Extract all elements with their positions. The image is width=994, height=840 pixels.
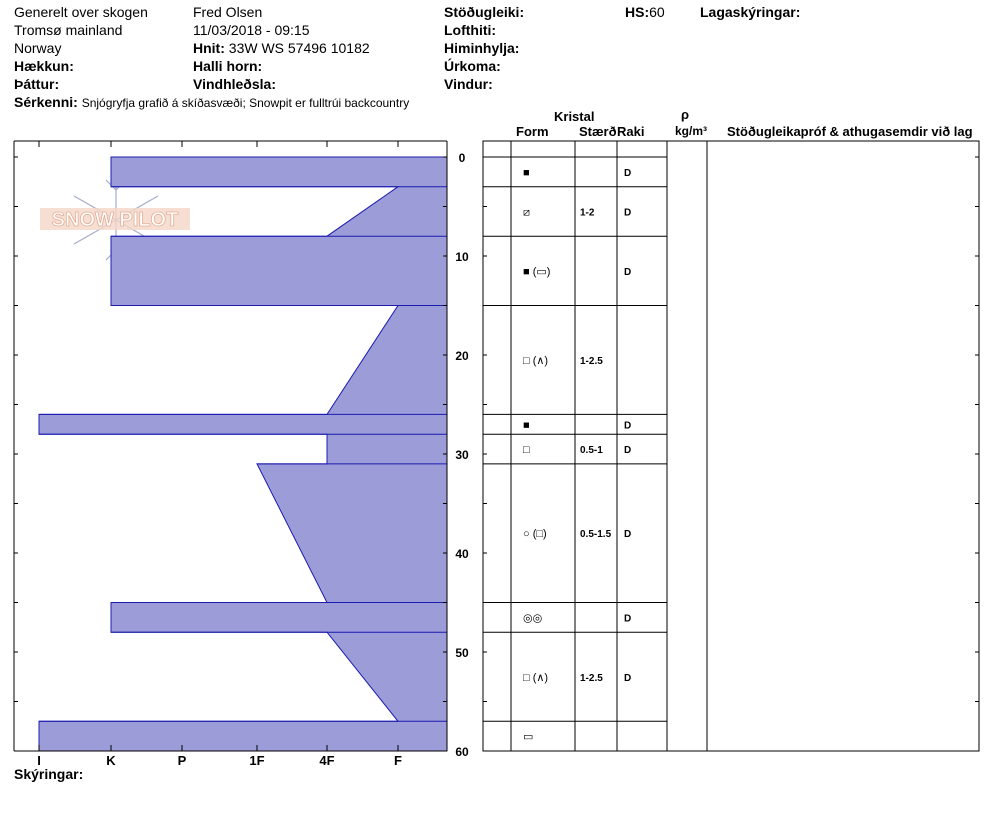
- density-symbol: ρ: [681, 107, 690, 122]
- layer-form-2: ■ (▭): [523, 265, 551, 278]
- hs-value: 60: [649, 4, 665, 20]
- hardness-profile-area: [39, 157, 447, 751]
- hardness-label-K: K: [106, 753, 116, 768]
- layer-moisture-4: D: [624, 420, 632, 432]
- wind-loading-label: Vindhleðsla:: [193, 76, 276, 92]
- layer-form-0: ■: [523, 166, 530, 179]
- layer-moisture-5: D: [624, 445, 632, 457]
- region: Tromsø mainland: [14, 22, 123, 38]
- layer-form-4: ■: [523, 419, 530, 432]
- density-unit: kg/m³: [675, 124, 708, 138]
- layer-form-7: ◎◎: [523, 612, 543, 625]
- depth-label-30: 30: [455, 448, 469, 462]
- slope-label: Halli horn:: [193, 58, 263, 74]
- coords-value: 33W WS 57496 10182: [228, 40, 370, 56]
- layer-form-8: □ (∧): [523, 671, 549, 684]
- depth-label-20: 20: [455, 349, 469, 363]
- sky-label: Himinhylja:: [444, 40, 520, 56]
- layers-label: Þáttur:: [14, 76, 60, 92]
- features-label: Sérkenni:: [14, 94, 78, 110]
- wind-label: Vindur:: [444, 76, 493, 92]
- country: Norway: [14, 40, 62, 56]
- layer-moisture-1: D: [624, 207, 632, 219]
- form-header: Form: [516, 124, 549, 139]
- depth-label-40: 40: [455, 547, 469, 561]
- layer-size-1: 1-2: [580, 207, 595, 219]
- layer-moisture-7: D: [624, 613, 632, 625]
- depth-label-10: 10: [455, 250, 469, 264]
- crystal-header: Kristal: [554, 109, 595, 124]
- features-value: Snjógryfja grafið á skíðasvæði; Snowpit er fulltrúi backcountry: [81, 96, 410, 110]
- moisture-header: Raki: [617, 124, 645, 139]
- depth-label-60: 60: [455, 745, 469, 759]
- layer-size-8: 1-2.5: [580, 672, 603, 684]
- depth-label-0: 0: [458, 151, 466, 165]
- hs-label: HS:: [625, 4, 650, 20]
- layer-table-frame: [483, 141, 979, 751]
- hardness-label-I: I: [37, 753, 41, 768]
- location-name: Generelt over skogen: [14, 4, 148, 20]
- layer-notes-label: Lagaskýringar:: [700, 4, 801, 20]
- layer-size-5: 0.5-1: [580, 445, 603, 457]
- hardness-label-F: F: [394, 753, 402, 768]
- layer-moisture-8: D: [624, 672, 632, 684]
- air-temp-label: Lofthiti:: [444, 22, 497, 38]
- layer-size-6: 0.5-1.5: [580, 529, 612, 541]
- layer-moisture-2: D: [624, 266, 632, 278]
- layer-moisture-6: D: [624, 529, 632, 541]
- logo-text: SNOW PILOT: [51, 209, 179, 231]
- layer-form-6: ○ (□): [523, 528, 547, 541]
- observer: Fred Olsen: [193, 4, 263, 20]
- layer-size-3: 1-2.5: [580, 355, 603, 367]
- layer-form-5: □: [523, 444, 530, 457]
- datetime: 11/03/2018 - 09:15: [193, 22, 310, 38]
- precip-label: Úrkoma:: [444, 58, 501, 74]
- coords-label: Hnit:: [193, 40, 225, 56]
- layer-form-1: ⧄: [523, 206, 530, 219]
- depth-label-50: 50: [455, 646, 469, 660]
- layer-moisture-0: D: [624, 167, 632, 179]
- size-header: Stærð: [579, 124, 617, 139]
- hardness-label-P: P: [177, 753, 187, 768]
- hardness-label-4F: 4F: [319, 753, 335, 768]
- hardness-label-1F: 1F: [249, 753, 265, 768]
- tests-header: Stöðugleikapróf & athugasemdir við lag: [727, 124, 973, 139]
- layer-form-9: ▭: [523, 731, 534, 744]
- notes-label: Skýringar:: [14, 766, 84, 782]
- elevation-label: Hækkun:: [14, 58, 74, 74]
- stability-label: Stöðugleiki:: [444, 4, 525, 20]
- layer-form-3: □ (∧): [523, 354, 549, 367]
